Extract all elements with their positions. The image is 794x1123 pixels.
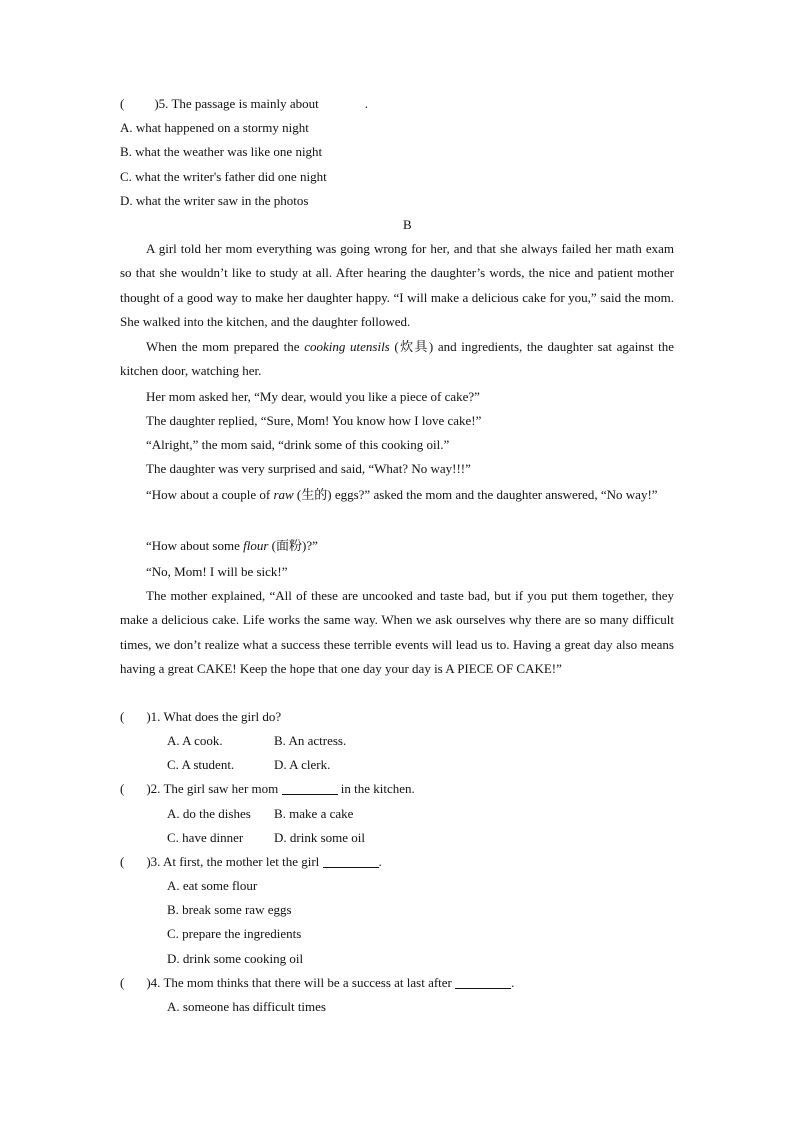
- question-3-stem: ( )3. At first, the mother let the girl .: [120, 854, 382, 869]
- passage-paragraph-7: “How about a couple of raw (生的) eggs?” asked the mom and the daughter answered, “No way!”: [146, 487, 658, 502]
- passage-paragraph-1: A girl told her mom everything was going wrong for her, and that she always failed her math exam so that she wouldn’t like to study at all. After hearing the daughter’s words, the nice and patient mother thought of a good way to make her daughter happy. “I will make a delicious cake for you,” said the mom. She walked into the kitchen, and the daughter followed.: [120, 241, 674, 329]
- question-2-option-b: B. make a cake: [274, 806, 354, 821]
- answer-blank: [323, 855, 379, 868]
- question-5-option-b: B. what the weather was like one night: [120, 144, 323, 159]
- passage-paragraph-2: When the mom prepared the cooking utensils (炊具) and ingredients, the daughter sat against the kitchen door, watching her.: [120, 339, 675, 379]
- question-2-option-a: A. do the dishes: [167, 806, 251, 821]
- question-5-option-d: D. what the writer saw in the photos: [120, 193, 309, 208]
- question-1-option-b: B. An actress.: [274, 733, 347, 748]
- answer-blank: [455, 976, 511, 989]
- passage-paragraph-3: Her mom asked her, “My dear, would you like a piece of cake?”: [146, 389, 480, 404]
- question-1-option-a: A. A cook.: [167, 733, 223, 748]
- question-3-option-d: D. drink some cooking oil: [167, 951, 304, 966]
- question-4-stem: ( )4. The mom thinks that there will be a success at last after .: [120, 975, 515, 990]
- answer-blank: [282, 782, 338, 795]
- question-5-option-c: C. what the writer's father did one night: [120, 169, 327, 184]
- question-1-stem: ( )1. What does the girl do?: [120, 709, 282, 724]
- question-2-option-c: C. have dinner: [167, 830, 244, 845]
- question-5-option-a: A. what happened on a stormy night: [120, 120, 309, 135]
- question-4-option-a: A. someone has difficult times: [167, 999, 326, 1014]
- question-3-option-b: B. break some raw eggs: [167, 902, 292, 917]
- passage-paragraph-4: The daughter replied, “Sure, Mom! You know how I love cake!”: [146, 413, 482, 428]
- passage-paragraph-6: The daughter was very surprised and said, “What? No way!!!”: [146, 461, 471, 476]
- passage-paragraph-5: “Alright,” the mom said, “drink some of this cooking oil.”: [146, 437, 450, 452]
- passage-paragraph-9: “No, Mom! I will be sick!”: [146, 564, 288, 579]
- question-3-option-c: C. prepare the ingredients: [167, 926, 302, 941]
- passage-paragraph-8: “How about some flour (面粉)?”: [146, 538, 318, 553]
- question-1-option-d: D. A clerk.: [274, 757, 331, 772]
- section-heading: B: [403, 217, 412, 232]
- question-5-stem: ( )5. The passage is mainly about .: [120, 96, 368, 111]
- question-3-option-a: A. eat some flour: [167, 878, 258, 893]
- question-2-option-d: D. drink some oil: [274, 830, 365, 845]
- passage-paragraph-10: The mother explained, “All of these are uncooked and taste bad, but if you put them together, they make a delicious cake. Life works the same way. When we ask ourselves why there are so many difficult times, we don’t realize what a success these terrible events will lead us to. Having a great day also means having a great CAKE! Keep the hope that one day your day is A PIECE OF CAKE!”: [120, 588, 674, 676]
- question-1-option-c: C. A student.: [167, 757, 235, 772]
- question-2-stem: ( )2. The girl saw her mom in the kitchen.: [120, 781, 415, 796]
- answer-paren-open: (: [120, 96, 125, 111]
